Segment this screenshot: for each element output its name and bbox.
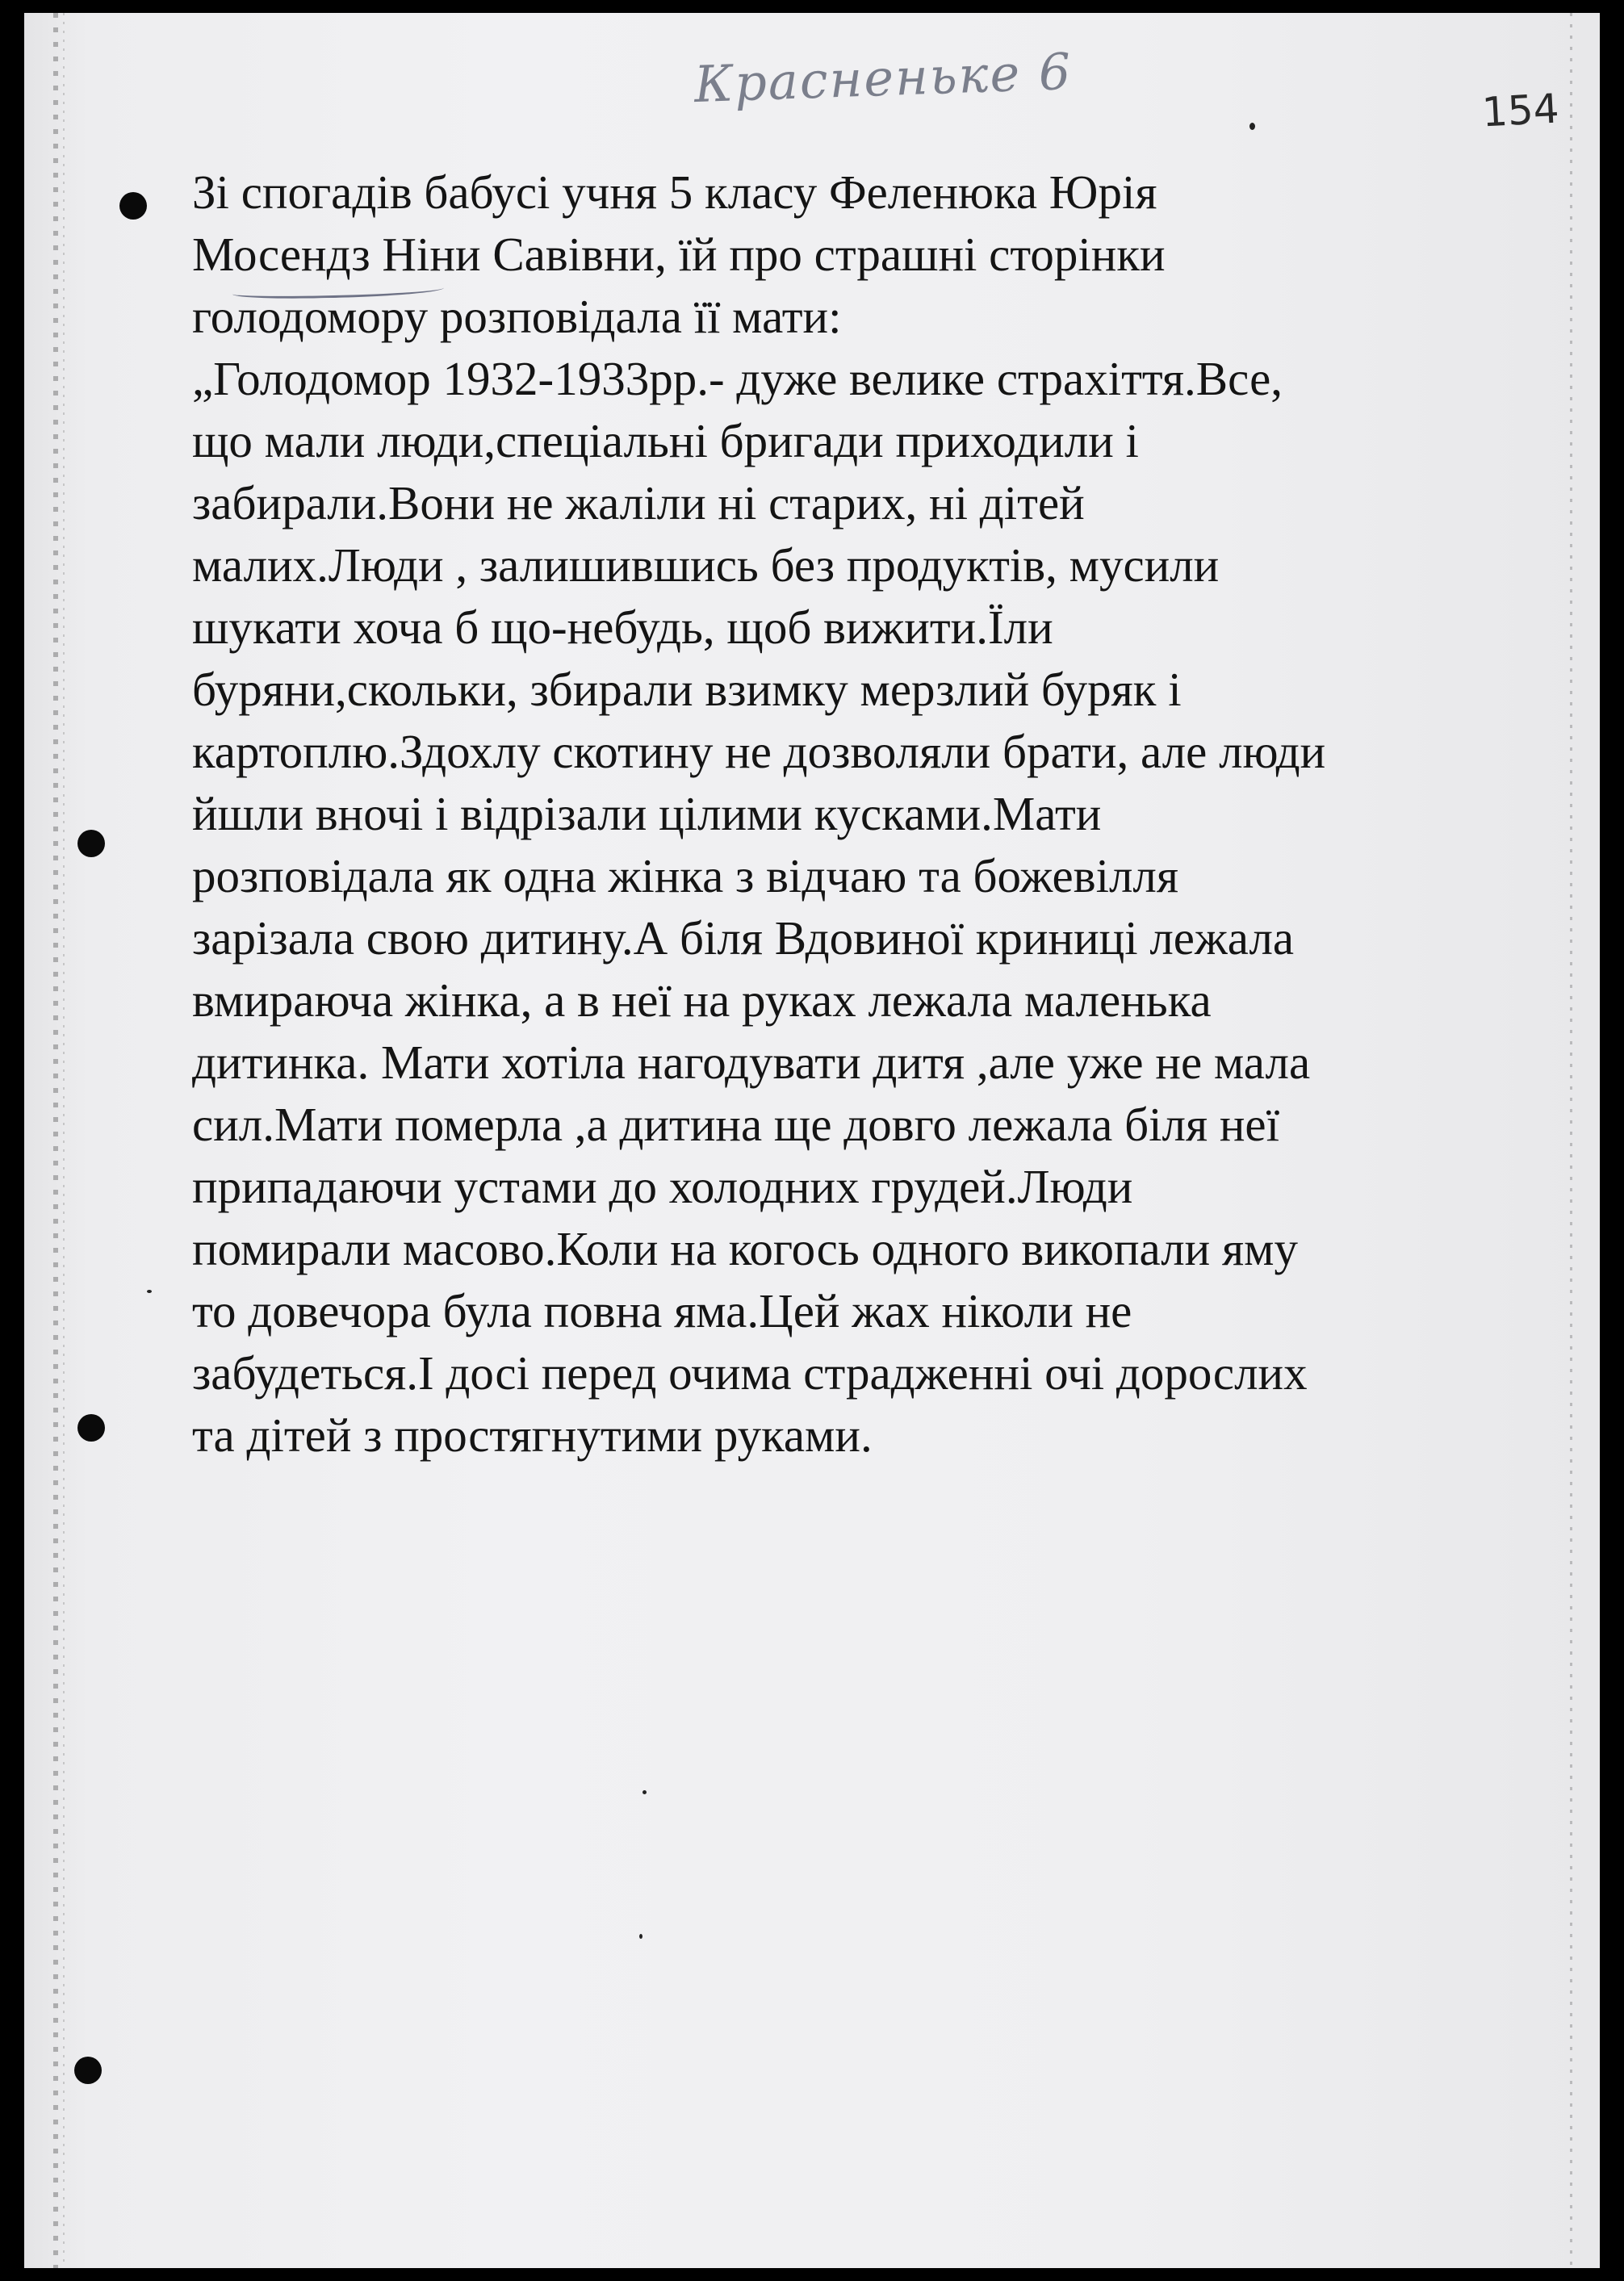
text-line: розповідала як одна жінка з відчаю та божевілля: [192, 849, 1179, 902]
text-line: то довечора була повна яма.Цей жах ніколи не: [192, 1284, 1132, 1337]
ink-speck: [1249, 123, 1255, 130]
text-line: помирали масово.Коли на когось одного викопали яму: [192, 1222, 1298, 1275]
text-line: та дітей з простягнутими руками.: [192, 1408, 873, 1462]
punch-hole: [77, 1414, 105, 1442]
text-line: Мосендз Ніни Савівни, їй про страшні сторінки: [192, 228, 1166, 281]
handwritten-title: Красненьке 6: [693, 41, 1074, 115]
punch-hole: [74, 2057, 102, 2084]
text-line: забирали.Вони не жаліли ні старих, ні дітей: [192, 476, 1085, 529]
text-line: йшли вночі і відрізали цілими кусками.Мати: [192, 787, 1102, 840]
page-number: 154: [1480, 85, 1560, 136]
ink-speck: [639, 1934, 642, 1939]
ink-speck: [147, 1290, 152, 1293]
text-line: зарізала свою дитину.А біля Вдовиної криниці лежала: [192, 911, 1295, 965]
text-line: малих.Люди , залишившись без продуктів, мусили: [192, 538, 1220, 592]
scan-edge-artifact: [1570, 13, 1572, 2268]
text-line: дитинка. Мати хотіла нагодувати дитя ,але уже не мала: [192, 1036, 1311, 1089]
text-line: забудеться.І досі перед очима страдженні очі дорослих: [192, 1346, 1308, 1400]
text-line: припадаючи устами до холодних грудей.Люди: [192, 1160, 1133, 1213]
text-line: що мали люди,спеціальні бригади приходили і: [192, 414, 1139, 467]
text-line: буряни,скольки, збирали взимку мерзлий буряк і: [192, 663, 1182, 716]
document-body: [192, 161, 1548, 1467]
text-line: картоплю.Здохлу скотину не дозволяли брати, але люди: [192, 725, 1326, 778]
text-line: „Голодомор 1932-1933рр.- дуже велике страхіття.Все,: [192, 352, 1283, 405]
scan-edge-artifact: [53, 13, 58, 2268]
text-line: вмираюча жінка, а в неї на руках лежала маленька: [192, 973, 1212, 1027]
punch-hole: [77, 830, 105, 857]
scan-edge-artifact: [63, 13, 65, 2268]
document-page: [24, 13, 1600, 2268]
text-line: сил.Мати померла ,а дитина ще довго лежала біля неї: [192, 1098, 1280, 1151]
text-line: Зі спогадів бабусі учня 5 класу Феленюка Юрія: [192, 165, 1157, 219]
text-line: голодомору розповідала її мати:: [192, 290, 842, 343]
ink-speck: [642, 1790, 647, 1794]
text-line: шукати хоча б що-небудь, щоб вижити.Їли: [192, 601, 1053, 654]
punch-hole: [119, 192, 147, 220]
